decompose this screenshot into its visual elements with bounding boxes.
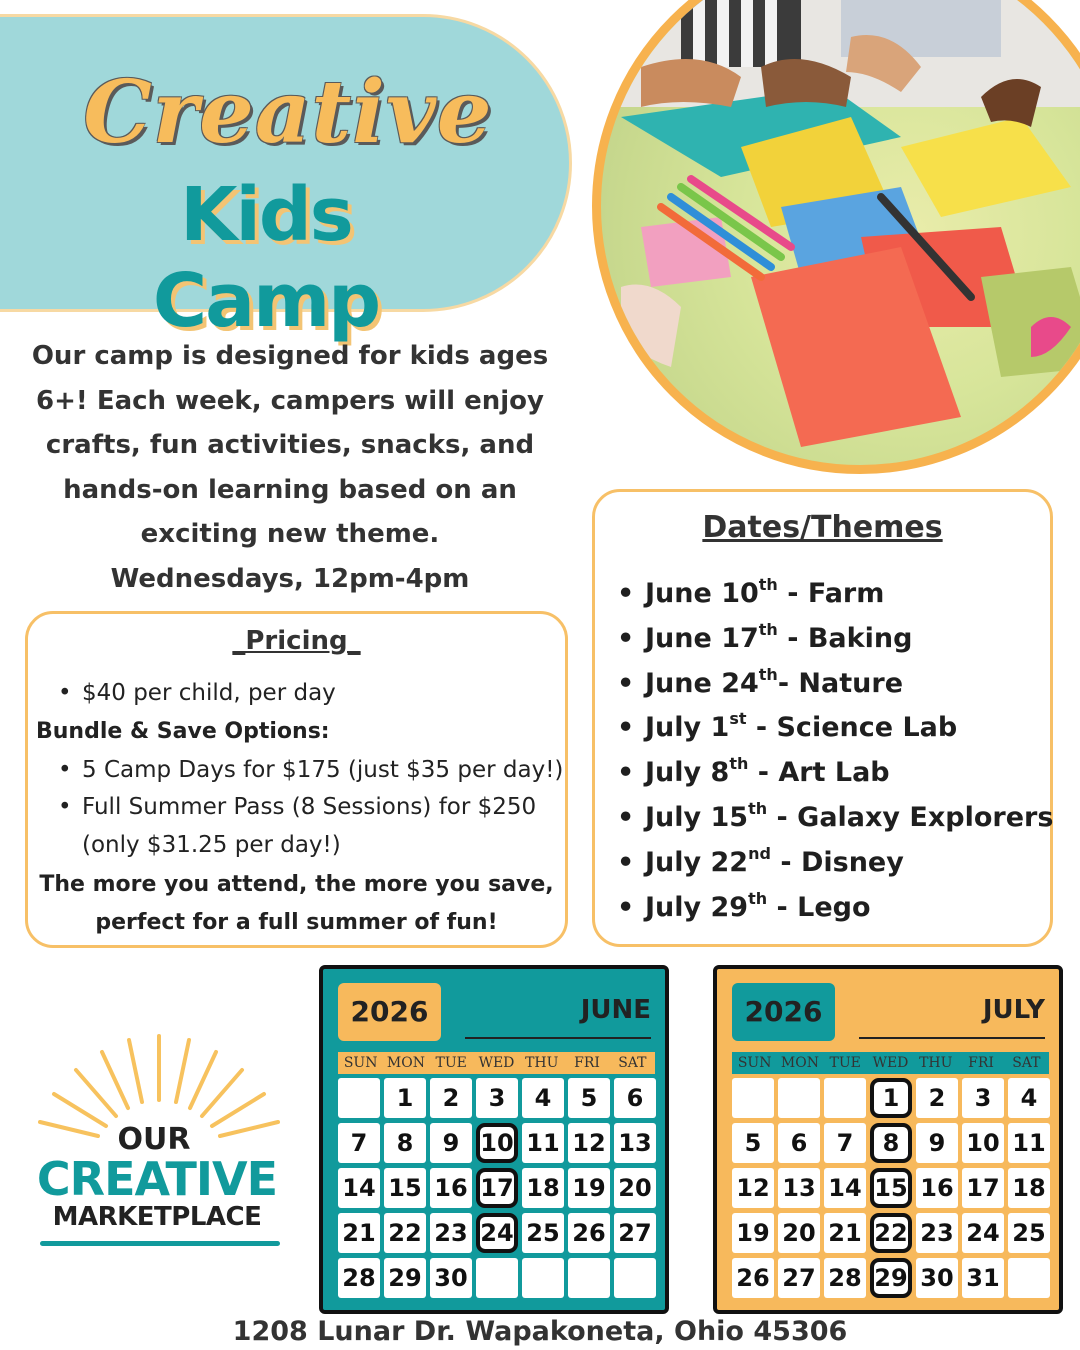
weekday-label: SAT [618, 1055, 647, 1071]
calendar-day [778, 1078, 820, 1118]
logo-text-our: OUR [117, 1122, 191, 1157]
pricing-heading: _Pricing_ [232, 626, 361, 656]
calendar-day: 25 [522, 1213, 564, 1253]
calendar-grid [732, 1078, 1052, 1298]
calendar-day: 17 [962, 1168, 1004, 1208]
date-suffix: th [758, 575, 778, 594]
pricing-footer-line: The more you attend, the more you save, [39, 872, 554, 897]
calendar-day: 9 [430, 1123, 472, 1163]
calendar-day: 11 [522, 1123, 564, 1163]
weekday-label: WED [478, 1055, 515, 1071]
calendar-day: 31 [962, 1258, 1004, 1298]
calendar-day: 12 [568, 1123, 610, 1163]
month-underline [465, 1037, 651, 1039]
calendar-day: 28 [338, 1258, 380, 1298]
theme-label: - Art Lab [748, 757, 890, 789]
logo-text-creative: CREATIVE [36, 1152, 278, 1206]
date-label: July 8 [645, 757, 730, 789]
calendar-day: 13 [778, 1168, 820, 1208]
weekday-label: MON [780, 1055, 819, 1071]
calendar-day: 14 [824, 1168, 866, 1208]
date-suffix: th [729, 754, 749, 774]
calendar-day: 26 [568, 1213, 610, 1253]
calendar-day-highlighted: 24 [476, 1213, 518, 1253]
weekday-label: FRI [968, 1055, 994, 1071]
our-creative-marketplace-logo [34, 1030, 284, 1250]
weekday-header [732, 1052, 1049, 1074]
calendar-day: 3 [962, 1078, 1004, 1118]
weekday-label: SAT [1012, 1055, 1041, 1071]
date-label: June 17 [645, 622, 759, 654]
calendar-july [713, 965, 1063, 1314]
bundle-option-summer-pass-note: (only $31.25 per day!) [82, 832, 341, 858]
date-theme-item [617, 751, 1053, 796]
calendar-day: 23 [430, 1213, 472, 1253]
calendar-day [338, 1078, 380, 1118]
title-kids-camp: Kids Camp [152, 172, 380, 344]
calendar-day: 12 [732, 1168, 774, 1208]
calendar-june [319, 965, 669, 1314]
theme-label: - Disney [770, 846, 904, 878]
calendar-day: 14 [338, 1168, 380, 1208]
date-theme-item [617, 886, 1053, 931]
dates-themes-box [592, 489, 1053, 947]
weekday-label: THU [525, 1055, 559, 1071]
calendar-day: 7 [824, 1123, 866, 1163]
bundle-option-5-days: • 5 Camp Days for $175 (just $35 per day!) [82, 757, 563, 783]
calendar-day: 29 [384, 1258, 426, 1298]
calendar-day: 30 [430, 1258, 472, 1298]
weekday-label: SUN [737, 1055, 772, 1071]
date-suffix: th [758, 664, 778, 684]
calendar-day: 16 [916, 1168, 958, 1208]
calendar-day: 21 [824, 1213, 866, 1253]
calendar-day: 30 [916, 1258, 958, 1298]
weekday-header [338, 1052, 655, 1074]
calendar-year: 2026 [338, 983, 441, 1041]
pricing-footer-line: perfect for a full summer of fun! [95, 910, 498, 935]
theme-label: - Nature [777, 667, 904, 699]
dates-heading: Dates/Themes [702, 510, 943, 545]
calendar-day: 7 [338, 1123, 380, 1163]
camp-schedule: Wednesdays, 12pm-4pm [110, 563, 470, 594]
weekday-label: TUE [435, 1055, 467, 1071]
crafts-illustration [601, 0, 1080, 474]
logo-underline [40, 1241, 280, 1246]
camp-description [20, 334, 560, 601]
calendar-day: 19 [732, 1213, 774, 1253]
calendar-day: 5 [568, 1078, 610, 1118]
theme-label: - Lego [767, 891, 871, 923]
calendar-day: 2 [430, 1078, 472, 1118]
weekday-label: SUN [343, 1055, 378, 1071]
theme-label: - Science Lab [746, 712, 958, 744]
weekday-label: WED [872, 1055, 909, 1071]
calendar-day [476, 1258, 518, 1298]
date-theme-item [617, 841, 1053, 886]
calendar-day: 4 [522, 1078, 564, 1118]
calendar-day: 11 [1008, 1123, 1050, 1163]
weekday-label: THU [919, 1055, 953, 1071]
date-theme-item [617, 572, 1053, 617]
date-label: July 29 [645, 891, 749, 923]
calendar-day: 19 [568, 1168, 610, 1208]
pricing-box [25, 611, 568, 948]
calendar-day: 16 [430, 1168, 472, 1208]
date-suffix: th [748, 888, 768, 908]
date-suffix: th [748, 798, 768, 818]
calendar-day: 6 [778, 1123, 820, 1163]
calendar-month: JUNE [580, 995, 651, 1025]
date-suffix: nd [748, 843, 771, 863]
calendar-day [522, 1258, 564, 1298]
calendar-day: 6 [614, 1078, 656, 1118]
theme-label: - Farm [777, 578, 885, 609]
theme-label: - Galaxy Explorers [767, 801, 1054, 833]
calendar-day: 28 [824, 1258, 866, 1298]
crafts-photo [592, 0, 1080, 474]
date-theme-item [617, 617, 1053, 662]
date-theme-item [617, 796, 1053, 841]
month-underline [859, 1037, 1045, 1039]
description-line: exciting new theme. [140, 519, 440, 549]
calendar-day: 20 [778, 1213, 820, 1253]
calendar-day: 10 [962, 1123, 1004, 1163]
calendar-day: 25 [1008, 1213, 1050, 1253]
date-label: July 1 [645, 712, 730, 744]
bundle-option-summer-pass: • Full Summer Pass (8 Sessions) for $250 [82, 794, 536, 820]
calendar-day: 13 [614, 1123, 656, 1163]
calendar-day: 20 [614, 1168, 656, 1208]
calendar-day-highlighted: 29 [870, 1258, 912, 1298]
calendar-day: 3 [476, 1078, 518, 1118]
description-line: hands-on learning based on an [63, 474, 517, 505]
price-per-day: • $40 per child, per day [82, 680, 336, 706]
calendar-day: 9 [916, 1123, 958, 1163]
calendar-day: 15 [384, 1168, 426, 1208]
calendar-day-highlighted: 1 [870, 1078, 912, 1118]
calendar-day-highlighted: 22 [870, 1213, 912, 1253]
calendar-day [568, 1258, 610, 1298]
date-label: July 15 [645, 801, 749, 833]
dates-list [617, 572, 1053, 930]
calendar-grid [338, 1078, 658, 1298]
calendar-day: 22 [384, 1213, 426, 1253]
calendar-day: 4 [1008, 1078, 1050, 1118]
calendar-day: 2 [916, 1078, 958, 1118]
calendar-day: 5 [732, 1123, 774, 1163]
description-line: 6+! Each week, campers will enjoy [36, 385, 544, 416]
camp-address: 1208 Lunar Dr. Wapakoneta, Ohio 45306 [232, 1316, 848, 1347]
bundle-heading: Bundle & Save Options: [36, 719, 330, 744]
calendar-day: 27 [614, 1213, 656, 1253]
date-suffix: st [729, 709, 747, 729]
calendar-day: 26 [732, 1258, 774, 1298]
calendar-day [1008, 1258, 1050, 1298]
calendar-day: 18 [1008, 1168, 1050, 1208]
date-label: June 24 [645, 667, 759, 699]
weekday-label: TUE [829, 1055, 861, 1071]
date-theme-item [617, 662, 1053, 707]
calendar-day: 18 [522, 1168, 564, 1208]
weekday-label: MON [386, 1055, 425, 1071]
weekday-label: FRI [574, 1055, 600, 1071]
calendar-day [732, 1078, 774, 1118]
description-line: crafts, fun activities, snacks, and [45, 430, 535, 460]
calendar-day [614, 1258, 656, 1298]
calendar-month: JULY [982, 995, 1045, 1025]
calendar-day-highlighted: 8 [870, 1123, 912, 1163]
logo-text-marketplace: MARKETPLACE [52, 1202, 262, 1232]
calendar-day-highlighted: 10 [476, 1123, 518, 1163]
calendar-day: 8 [384, 1123, 426, 1163]
date-label: June 10 [645, 578, 759, 609]
theme-label: - Baking [777, 622, 913, 654]
calendar-day: 23 [916, 1213, 958, 1253]
calendar-day-highlighted: 17 [476, 1168, 518, 1208]
calendar-day: 21 [338, 1213, 380, 1253]
calendar-day: 27 [778, 1258, 820, 1298]
description-line: Our camp is designed for kids ages [31, 341, 549, 371]
calendar-day: 1 [384, 1078, 426, 1118]
calendar-year: 2026 [732, 983, 835, 1041]
date-theme-item [617, 706, 1053, 751]
date-label: July 22 [645, 846, 749, 878]
title-creative: Creative [83, 62, 493, 163]
calendar-day-highlighted: 15 [870, 1168, 912, 1208]
calendar-day [824, 1078, 866, 1118]
date-suffix: th [758, 619, 778, 639]
calendar-day: 24 [962, 1213, 1004, 1253]
